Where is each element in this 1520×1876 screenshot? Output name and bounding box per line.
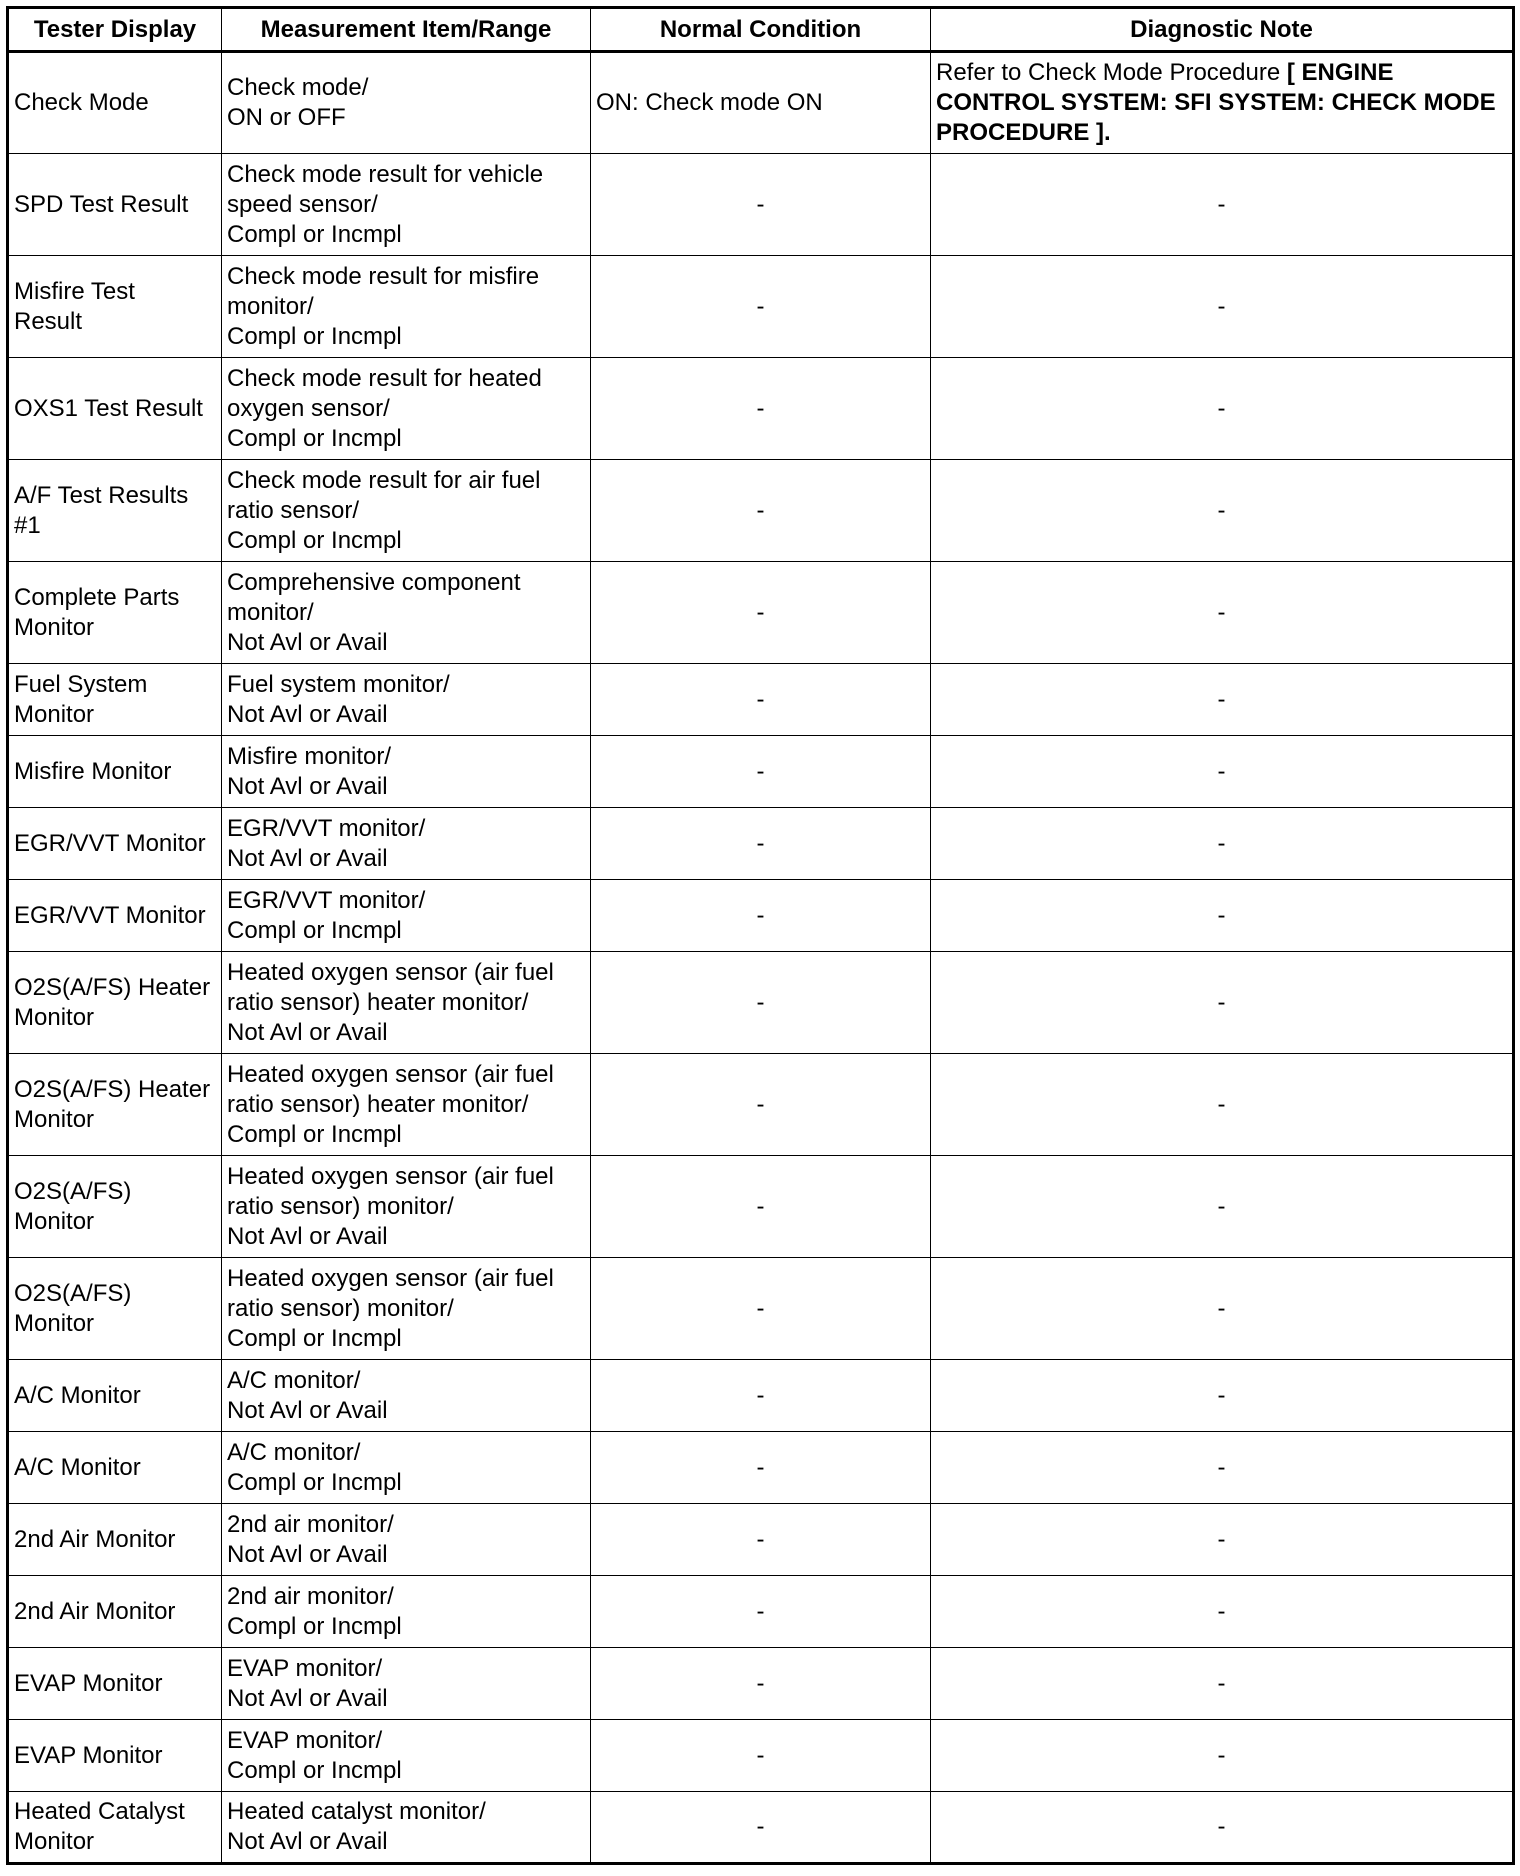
table-row <box>8 1720 1514 1792</box>
normal-condition-cell: - <box>591 1792 931 1864</box>
diagnostic-note-cell: - <box>931 1156 1514 1258</box>
measurement-cell: Heated oxygen sensor (air fuel ratio sensor) monitor/ Not Avl or Avail <box>222 1156 591 1258</box>
measurement-cell: Misfire monitor/ Not Avl or Avail <box>222 736 591 808</box>
table-body <box>8 52 1514 1864</box>
normal-condition-cell: - <box>591 154 931 256</box>
table-row <box>8 1360 1514 1432</box>
header-normal-condition: Normal Condition <box>591 8 931 52</box>
tester-display-cell: EGR/VVT Monitor <box>8 880 222 952</box>
diagnostic-note-cell: - <box>931 1720 1514 1792</box>
table-row <box>8 736 1514 808</box>
diagnostic-note-cell: - <box>931 880 1514 952</box>
diagnostic-note-cell: - <box>931 952 1514 1054</box>
header-tester-display: Tester Display <box>8 8 222 52</box>
normal-condition-cell: - <box>591 1648 931 1720</box>
measurement-cell: Heated oxygen sensor (air fuel ratio sensor) heater monitor/ Not Avl or Avail <box>222 952 591 1054</box>
table-row <box>8 52 1514 154</box>
table-row <box>8 808 1514 880</box>
tester-display-cell: O2S(A/FS) Monitor <box>8 1156 222 1258</box>
measurement-cell: Heated catalyst monitor/ Not Avl or Avail <box>222 1792 591 1864</box>
measurement-cell: Check mode result for misfire monitor/ Compl or Incmpl <box>222 256 591 358</box>
tester-display-cell: Fuel System Monitor <box>8 664 222 736</box>
diagnostic-note-cell: - <box>931 1432 1514 1504</box>
table-row <box>8 1258 1514 1360</box>
normal-condition-cell: - <box>591 1360 931 1432</box>
tester-display-cell: O2S(A/FS) Monitor <box>8 1258 222 1360</box>
table-row <box>8 1054 1514 1156</box>
tester-display-cell: A/C Monitor <box>8 1360 222 1432</box>
table-row <box>8 562 1514 664</box>
tester-display-cell: Heated Catalyst Monitor <box>8 1792 222 1864</box>
diagnostic-note-cell: - <box>931 808 1514 880</box>
normal-condition-cell: - <box>591 1156 931 1258</box>
table-row <box>8 1792 1514 1864</box>
measurement-cell: Comprehensive component monitor/ Not Avl or Avail <box>222 562 591 664</box>
tester-display-cell: OXS1 Test Result <box>8 358 222 460</box>
measurement-cell: Check mode result for vehicle speed sensor/ Compl or Incmpl <box>222 154 591 256</box>
diagnostic-note-cell: - <box>931 562 1514 664</box>
diagnostic-note-cell: - <box>931 256 1514 358</box>
measurement-cell: EVAP monitor/ Not Avl or Avail <box>222 1648 591 1720</box>
table-row <box>8 358 1514 460</box>
tester-display-cell: EGR/VVT Monitor <box>8 808 222 880</box>
measurement-cell: Heated oxygen sensor (air fuel ratio sensor) heater monitor/ Compl or Incmpl <box>222 1054 591 1156</box>
tester-display-cell: 2nd Air Monitor <box>8 1504 222 1576</box>
normal-condition-cell: - <box>591 358 931 460</box>
diagnostic-note-cell: - <box>931 1648 1514 1720</box>
tester-display-cell: Misfire Test Result <box>8 256 222 358</box>
measurement-cell: 2nd air monitor/ Not Avl or Avail <box>222 1504 591 1576</box>
normal-condition-cell: - <box>591 1432 931 1504</box>
tester-display-cell: 2nd Air Monitor <box>8 1576 222 1648</box>
table-row <box>8 952 1514 1054</box>
normal-condition-cell: - <box>591 562 931 664</box>
tester-display-cell: Misfire Monitor <box>8 736 222 808</box>
measurement-cell: Check mode/ ON or OFF <box>222 52 591 154</box>
normal-condition-cell: - <box>591 1504 931 1576</box>
measurement-cell: Heated oxygen sensor (air fuel ratio sensor) monitor/ Compl or Incmpl <box>222 1258 591 1360</box>
measurement-cell: A/C monitor/ Compl or Incmpl <box>222 1432 591 1504</box>
tester-display-cell: O2S(A/FS) Heater Monitor <box>8 952 222 1054</box>
tester-display-cell: O2S(A/FS) Heater Monitor <box>8 1054 222 1156</box>
table-row <box>8 256 1514 358</box>
table-row <box>8 880 1514 952</box>
measurement-cell: EVAP monitor/ Compl or Incmpl <box>222 1720 591 1792</box>
diagnostic-note-cell: - <box>931 1054 1514 1156</box>
normal-condition-cell: - <box>591 952 931 1054</box>
tester-display-cell: Complete Parts Monitor <box>8 562 222 664</box>
tester-display-cell: A/F Test Results #1 <box>8 460 222 562</box>
normal-condition-cell: - <box>591 736 931 808</box>
diagnostic-note-cell <box>931 52 1514 154</box>
measurement-cell: Check mode result for air fuel ratio sensor/ Compl or Incmpl <box>222 460 591 562</box>
measurement-cell: Fuel system monitor/ Not Avl or Avail <box>222 664 591 736</box>
data-table <box>6 6 1515 1865</box>
table-row <box>8 1432 1514 1504</box>
tester-display-cell: Check Mode <box>8 52 222 154</box>
measurement-cell: A/C monitor/ Not Avl or Avail <box>222 1360 591 1432</box>
tester-display-cell: EVAP Monitor <box>8 1720 222 1792</box>
diagnostic-note-cell: - <box>931 460 1514 562</box>
normal-condition-cell: - <box>591 1054 931 1156</box>
measurement-cell: Check mode result for heated oxygen sensor/ Compl or Incmpl <box>222 358 591 460</box>
measurement-cell: EGR/VVT monitor/ Compl or Incmpl <box>222 880 591 952</box>
tester-display-cell: A/C Monitor <box>8 1432 222 1504</box>
normal-condition-cell: - <box>591 880 931 952</box>
diagnostic-note-text: Refer to Check Mode Procedure <box>936 59 1287 86</box>
diagnostic-note-cell: - <box>931 154 1514 256</box>
normal-condition-cell: ON: Check mode ON <box>591 52 931 154</box>
header-diagnostic-note: Diagnostic Note <box>931 8 1514 52</box>
table-row <box>8 664 1514 736</box>
table-row <box>8 1576 1514 1648</box>
diagnostic-note-reference: [ ENGINE CONTROL SYSTEM: SFI SYSTEM: CHECK MODE PROCEDURE ]. <box>936 59 1496 146</box>
normal-condition-cell: - <box>591 1720 931 1792</box>
diagnostic-note-cell: - <box>931 1258 1514 1360</box>
normal-condition-cell: - <box>591 460 931 562</box>
diagnostic-note-cell: - <box>931 1504 1514 1576</box>
measurement-cell: 2nd air monitor/ Compl or Incmpl <box>222 1576 591 1648</box>
diagnostic-note-cell: - <box>931 358 1514 460</box>
diagnostic-note-cell: - <box>931 736 1514 808</box>
diagnostic-note-cell: - <box>931 1576 1514 1648</box>
normal-condition-cell: - <box>591 1576 931 1648</box>
normal-condition-cell: - <box>591 1258 931 1360</box>
table-row <box>8 1504 1514 1576</box>
table-row <box>8 1156 1514 1258</box>
diagnostic-note-cell: - <box>931 1792 1514 1864</box>
table-row <box>8 154 1514 256</box>
table-row <box>8 1648 1514 1720</box>
measurement-cell: EGR/VVT monitor/ Not Avl or Avail <box>222 808 591 880</box>
diagnostic-note-cell: - <box>931 1360 1514 1432</box>
normal-condition-cell: - <box>591 256 931 358</box>
header-row <box>8 8 1514 52</box>
tester-display-cell: EVAP Monitor <box>8 1648 222 1720</box>
normal-condition-cell: - <box>591 808 931 880</box>
normal-condition-cell: - <box>591 664 931 736</box>
diagnostic-note-cell: - <box>931 664 1514 736</box>
table-row <box>8 460 1514 562</box>
header-measurement: Measurement Item/Range <box>222 8 591 52</box>
tester-display-cell: SPD Test Result <box>8 154 222 256</box>
